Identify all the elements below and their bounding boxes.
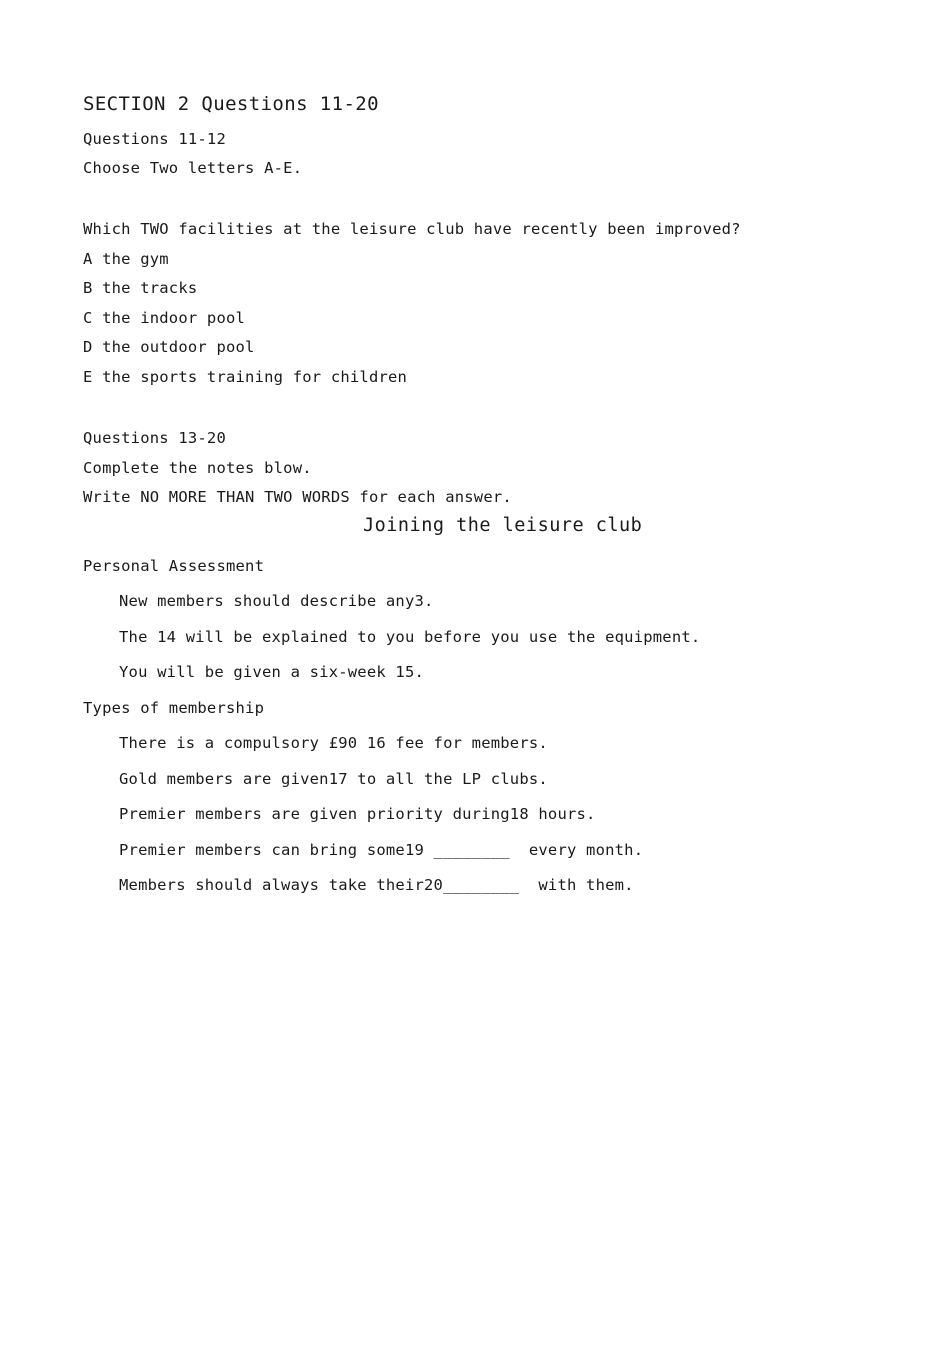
notes-title: Joining the leisure club	[363, 515, 643, 536]
questions-range-13-20: Questions 13-20	[83, 429, 226, 447]
instruction-choose: Choose Two letters A-E.	[83, 159, 303, 177]
note-item-14: The 14 will be explained to you before you use the equipment.	[119, 628, 701, 646]
instruction-word-limit: Write NO MORE THAN TWO WORDS for each answer.	[83, 488, 512, 506]
heading-types-of-membership: Types of membership	[83, 699, 265, 717]
note-item-13: New members should describe any3.	[119, 592, 434, 610]
heading-personal-assessment: Personal Assessment	[83, 557, 265, 575]
option-d: D the outdoor pool	[83, 338, 255, 356]
note-item-20: Members should always take their20________ with them.	[119, 876, 634, 894]
option-a: A the gym	[83, 250, 169, 268]
option-e: E the sports training for children	[83, 368, 408, 386]
note-item-19: Premier members can bring some19 ________ every month.	[119, 841, 644, 859]
option-b: B the tracks	[83, 279, 198, 297]
instruction-complete: Complete the notes blow.	[83, 459, 312, 477]
note-item-15: You will be given a six-week 15.	[119, 663, 425, 681]
note-item-17: Gold members are given17 to all the LP clubs.	[119, 770, 548, 788]
section-heading: SECTION 2 Questions 11-20	[83, 93, 379, 115]
note-item-16: There is a compulsory £90 16 fee for members.	[119, 734, 548, 752]
question-text: Which TWO facilities at the leisure club have recently been improved?	[83, 220, 741, 238]
option-c: C the indoor pool	[83, 309, 246, 327]
note-item-18: Premier members are given priority during18 hours.	[119, 805, 596, 823]
questions-range-11-12: Questions 11-12	[83, 130, 226, 148]
